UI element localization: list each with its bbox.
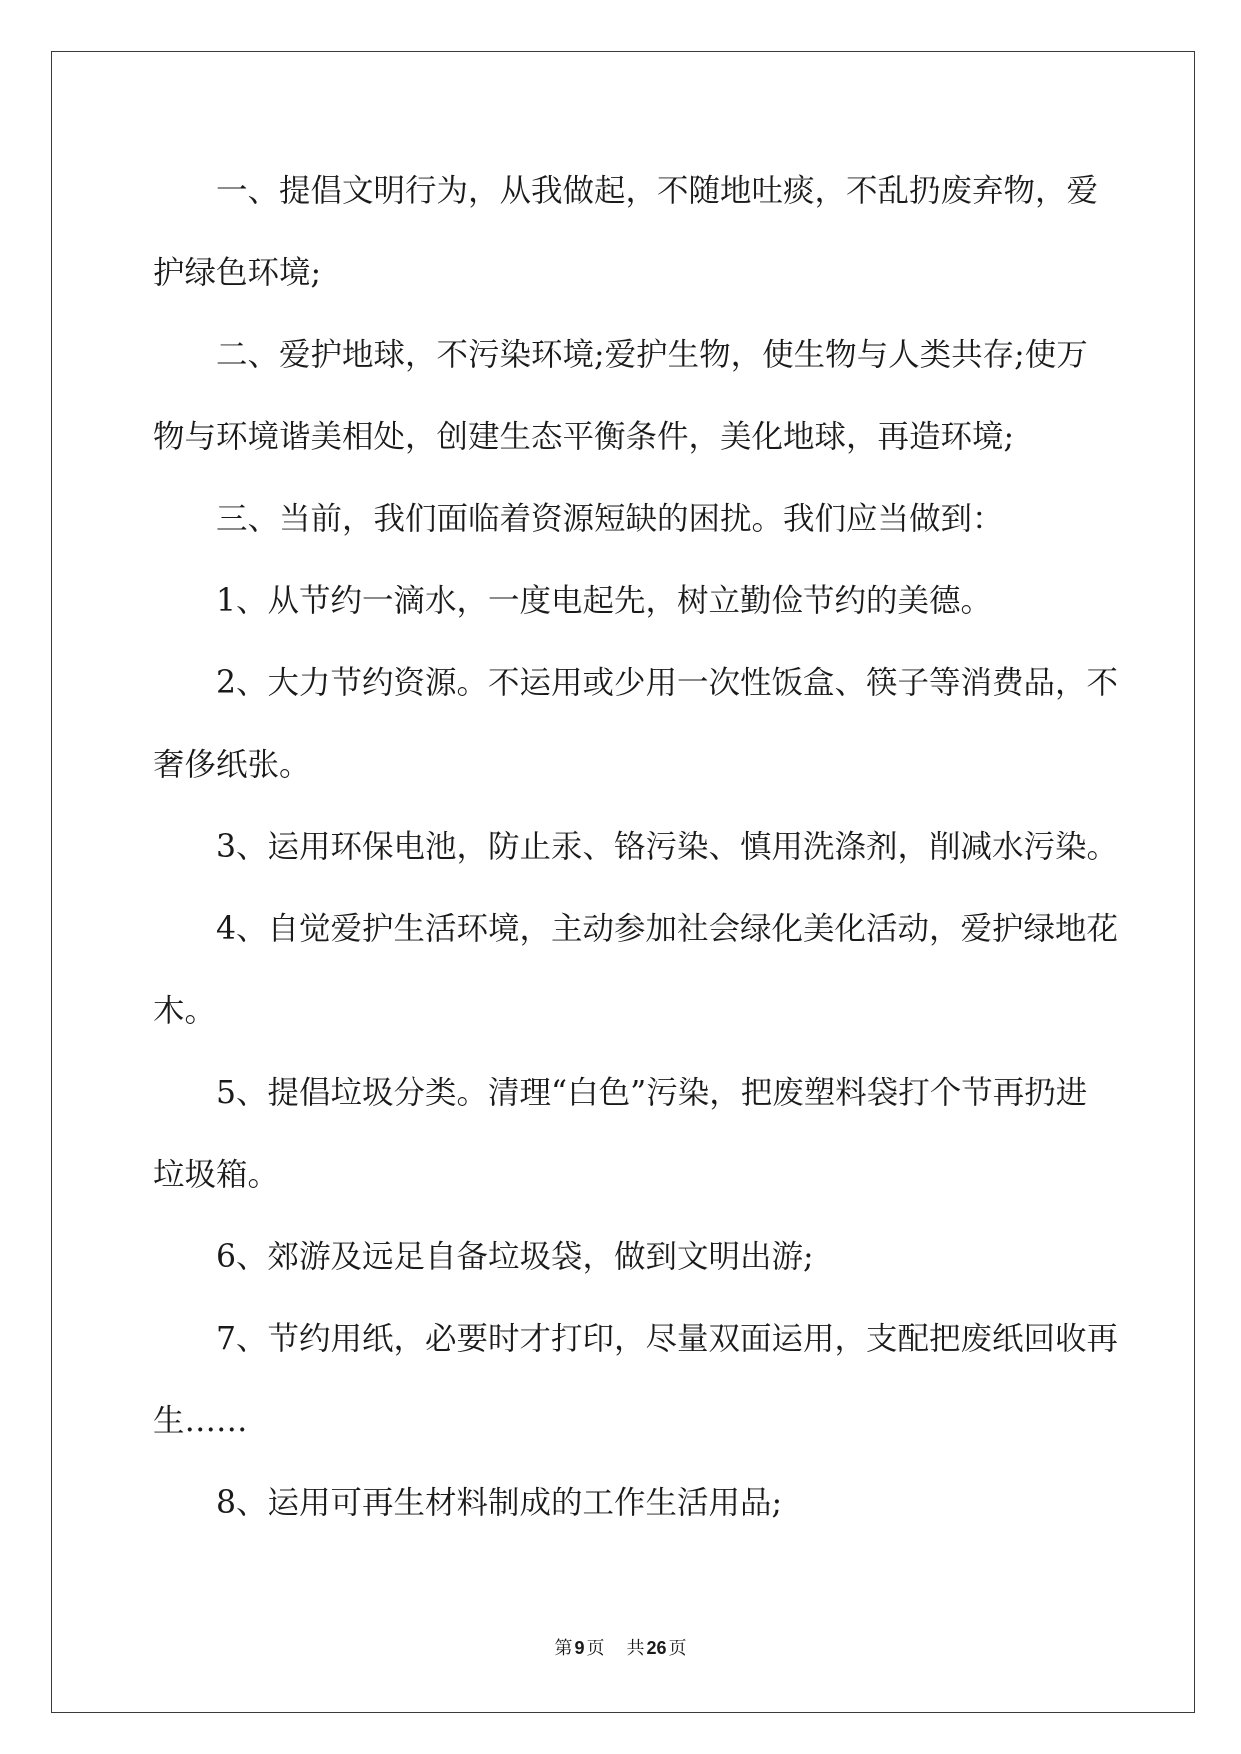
total-pages: 26: [646, 1638, 667, 1658]
paragraph-line: 4、自觉爱护生活环境，主动参加社会绿化美化活动，爱护绿地花: [216, 911, 1119, 947]
paragraph-line: 物与环境谐美相处，创建生态平衡条件，美化地球，再造环境;: [153, 419, 1015, 455]
paragraph-line: 垃圾箱。: [153, 1157, 280, 1193]
paragraph-line: 2、大力节约资源。不运用或少用一次性饭盒、筷子等消费品，不: [216, 665, 1119, 701]
page-prefix: 第: [554, 1638, 573, 1659]
total-prefix: 共: [626, 1638, 645, 1659]
paragraph-line: 生……: [153, 1403, 248, 1439]
paragraph-line: 木。: [153, 993, 217, 1029]
page-footer: [0, 1636, 1241, 1661]
paragraph-9: [153, 1216, 1113, 1298]
paragraph-6: [153, 806, 1119, 888]
paragraph-5: [153, 642, 1119, 806]
paragraph-2: [153, 314, 1113, 478]
paragraph-line: 三、当前，我们面临着资源短缺的困扰。我们应当做到：: [216, 501, 1004, 537]
paragraph-7: [153, 888, 1119, 1052]
paragraph-8: [153, 1052, 1113, 1216]
total-suffix: 页: [668, 1638, 687, 1659]
page-number: 9: [574, 1638, 585, 1658]
document-body: [153, 150, 1119, 1544]
paragraph-line: 护绿色环境;: [153, 255, 322, 291]
paragraph-line: 1、从节约一滴水，一度电起先，树立勤俭节约的美德。: [216, 583, 993, 619]
paragraph-line: 5、提倡垃圾分类。清理“白色”污染，把废塑料袋打个节再扔进: [216, 1075, 1088, 1111]
paragraph-line: 二、爱护地球，不污染环境;爱护生物，使生物与人类共存;使万: [216, 337, 1088, 373]
page-suffix: 页: [586, 1638, 605, 1659]
paragraph-line: 6、郊游及远足自备垃圾袋，做到文明出游;: [216, 1239, 814, 1275]
paragraph-line: 一、提倡文明行为，从我做起，不随地吐痰，不乱扔废弃物，爱: [216, 173, 1099, 209]
paragraph-11: [153, 1462, 1113, 1544]
paragraph-line: 7、节约用纸，必要时才打印，尽量双面运用，支配把废纸回收再: [216, 1321, 1119, 1357]
paragraph-3: [153, 478, 1113, 560]
paragraph-1: [153, 150, 1113, 314]
paragraph-4: [153, 560, 1113, 642]
paragraph-line: 奢侈纸张。: [153, 747, 311, 783]
paragraph-line: 8、运用可再生材料制成的工作生活用品;: [216, 1485, 783, 1521]
paragraph-10: [153, 1298, 1119, 1462]
paragraph-line: 3、运用环保电池，防止汞、铬污染、慎用洗涤剂，削减水污染。: [216, 829, 1119, 865]
